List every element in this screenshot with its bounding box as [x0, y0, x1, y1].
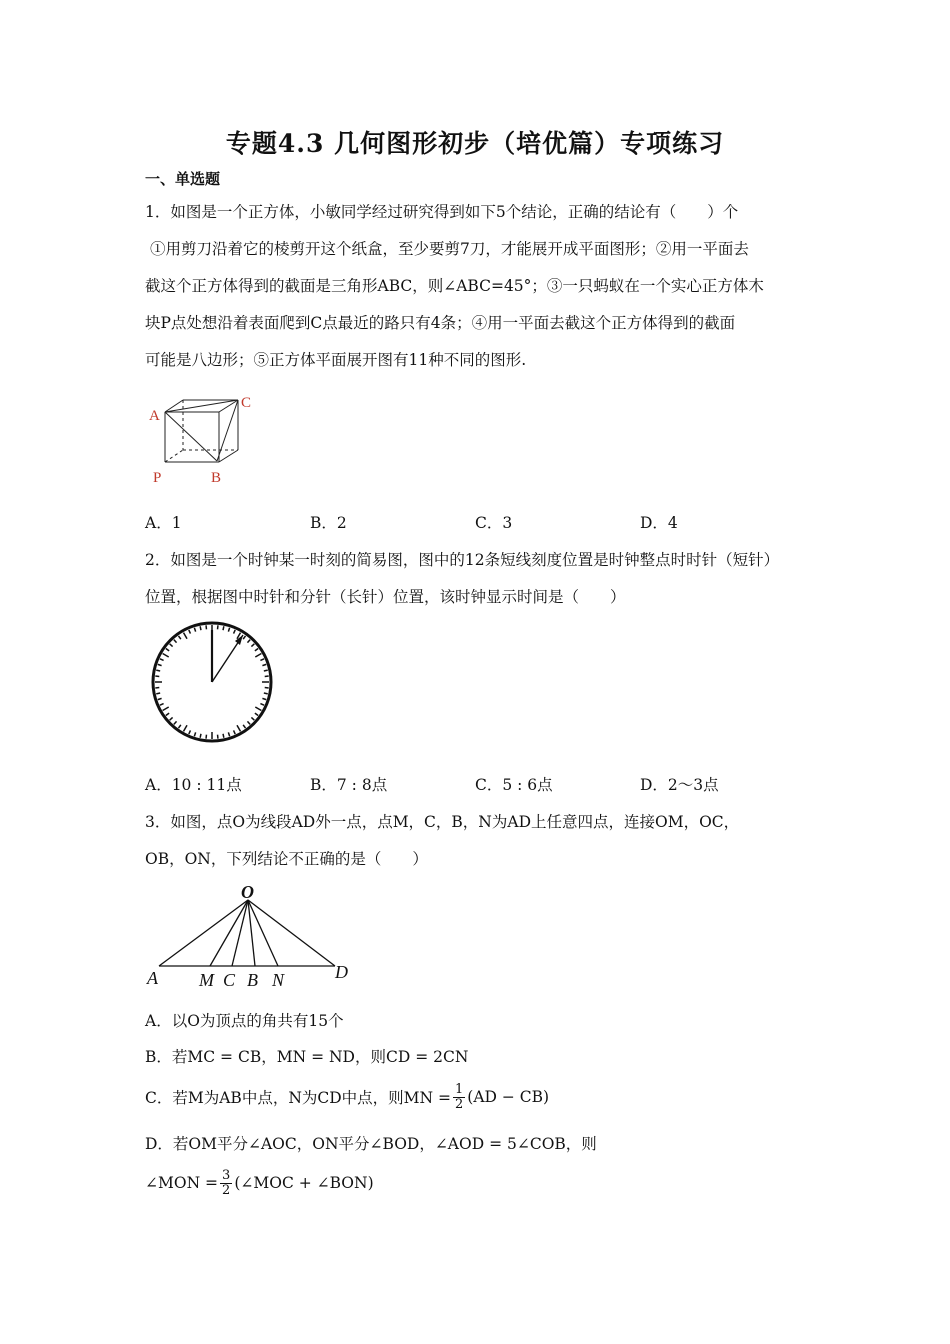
segment-figure [145, 880, 360, 995]
q3-option-d-formula [145, 1166, 374, 1200]
clock-minute-tick [247, 640, 250, 643]
seg-label-a: A [147, 968, 158, 988]
q1-option-c: C．3 [475, 514, 513, 532]
clock-minute-tick [260, 659, 264, 661]
clock-hour-tick [163, 654, 169, 658]
clock-hour-tick [163, 707, 169, 711]
q3-option-d: D．若OM平分∠AOC，ON平分∠BOD，∠AOD = 5∠COB，则 [145, 1135, 597, 1153]
clock-minute-tick [200, 626, 201, 630]
q3-line-1: 3．如图，点O为线段AD外一点，点M，C，B，N为AD上任意四点，连接OM，OC， [145, 813, 740, 831]
seg-label-m: M [199, 970, 214, 990]
q3-option-c-denominator: 2 [455, 1096, 464, 1112]
q3-option-c-expression: (AD − CB) [467, 1088, 550, 1106]
q1-line-2: ①用剪刀沿着它的棱剪开这个纸盒，至少要剪7刀，才能展开成平面图形；②用一平面去 [150, 240, 749, 258]
clock-minute-tick [234, 630, 236, 634]
clock-minute-tick [228, 732, 229, 736]
clock-minute-tick [262, 698, 266, 699]
seg-label-d: D [335, 962, 348, 982]
clock-minute-tick [160, 659, 164, 661]
section-heading: 一、单选题 [145, 170, 221, 188]
q1-line-4: 块P点处想沿着表面爬到C点最近的路只有4条；④用一平面去截这个正方体得到的截面 [145, 314, 736, 332]
clock-minute-tick [228, 628, 229, 632]
q3-line-2: OB，ON，下列结论不正确的是（ ） [145, 850, 428, 868]
clock-hour-tick [255, 707, 261, 711]
clock-minute-tick [264, 693, 268, 694]
q3-option-b: B．若MC = CB，MN = ND，则CD = 2CN [145, 1048, 469, 1066]
clock-hour-tick [184, 725, 188, 731]
seg-label-b: B [247, 970, 258, 990]
clock-minute-tick [200, 734, 201, 738]
q3-option-c-fraction [453, 1083, 465, 1112]
clock-minute-tick [255, 713, 258, 715]
q2-option-a: A．10 : 11点 [145, 776, 242, 794]
clock-minute-tick [189, 730, 191, 734]
clock-hour-tick [184, 633, 188, 639]
q3-option-c-numerator: 1 [455, 1081, 464, 1097]
clock-figure [145, 618, 280, 748]
clock-minute-tick [223, 626, 224, 630]
seg-label-c: C [223, 970, 236, 990]
clock-minute-tick [158, 698, 162, 699]
clock-minute-tick [251, 717, 254, 720]
clock-hour-tick [237, 725, 241, 731]
q1-option-b: B．2 [310, 514, 347, 532]
clock-minute-tick [243, 636, 245, 639]
clock-minute-tick [247, 721, 250, 724]
q3-option-d-lhs: ∠MON = [145, 1174, 219, 1192]
clock-minute-tick [194, 628, 195, 632]
q1-line-1: 1．如图是一个正方体，小敏同学经过研究得到如下5个结论，正确的结论有（ ）个 [145, 203, 739, 221]
cube-label-p: P [153, 470, 162, 486]
page-title: 专题4.3 几何图形初步（培优篇）专项练习 [225, 129, 725, 158]
clock-minute-tick [166, 713, 169, 715]
q3-option-a: A．以O为顶点的角共有15个 [145, 1012, 344, 1030]
clock-minute-tick [260, 704, 264, 706]
q2-option-b: B．7 : 8点 [310, 776, 388, 794]
clock-minute-tick [255, 648, 258, 650]
clock-minute-tick [170, 644, 173, 647]
q2-line-2: 位置，根据图中时针和分针（长针）位置，该时钟显示时间是（ ） [145, 588, 626, 606]
q2-option-d: D．2～3点 [640, 776, 719, 794]
clock-minute-tick [166, 648, 169, 650]
q1-line-5: 可能是八边形；⑤正方体平面展开图有11种不同的图形. [145, 351, 527, 369]
q3-option-d-numerator: 3 [222, 1167, 231, 1183]
clock-minute-tick [178, 636, 180, 639]
cube-figure [145, 390, 265, 490]
clock-minute-tick [194, 732, 195, 736]
clock-minute-tick [243, 725, 245, 728]
clock-minute-tick [156, 670, 160, 671]
q3-option-c-text: C．若M为AB中点，N为CD中点，则MN = [145, 1089, 452, 1107]
clock-minute-tick [174, 721, 177, 724]
seg-label-o: O [241, 882, 254, 902]
clock-minute-tick [262, 664, 266, 665]
clock-minute-tick [170, 717, 173, 720]
q1-option-a: A．1 [145, 514, 182, 532]
cube-label-c: C [241, 395, 252, 411]
q2-option-c: C．5 : 6点 [475, 776, 553, 794]
q2-line-1: 2．如图是一个时钟某一时刻的简易图，图中的12条短线刻度位置是时钟整点时时针（短针） [145, 551, 780, 569]
cube-label-a: A [149, 408, 160, 424]
seg-label-n: N [272, 970, 285, 990]
q1-option-d: D．4 [640, 514, 678, 532]
q3-option-d-expression: (∠MOC + ∠BON) [234, 1174, 374, 1192]
cube-label-b: B [211, 470, 222, 486]
clock-minute-tick [158, 664, 162, 665]
clock-minute-tick [156, 693, 160, 694]
clock-minute-tick [189, 630, 191, 634]
q3-option-d-denominator: 2 [222, 1182, 231, 1198]
clock-hour-tick [255, 654, 261, 658]
clock-minute-tick [178, 725, 180, 728]
q3-option-c [145, 1080, 549, 1114]
clock-minute-tick [234, 730, 236, 734]
clock-minute-tick [251, 644, 254, 647]
clock-minute-tick [160, 704, 164, 706]
q3-option-d-fraction [220, 1169, 232, 1198]
clock-minute-tick [174, 640, 177, 643]
q1-line-3: 截这个正方体得到的截面是三角形ABC，则∠ABC=45°；③一只蚂蚁在一个实心正方体木 [145, 277, 764, 295]
clock-minute-tick [223, 734, 224, 738]
clock-minute-tick [264, 670, 268, 671]
